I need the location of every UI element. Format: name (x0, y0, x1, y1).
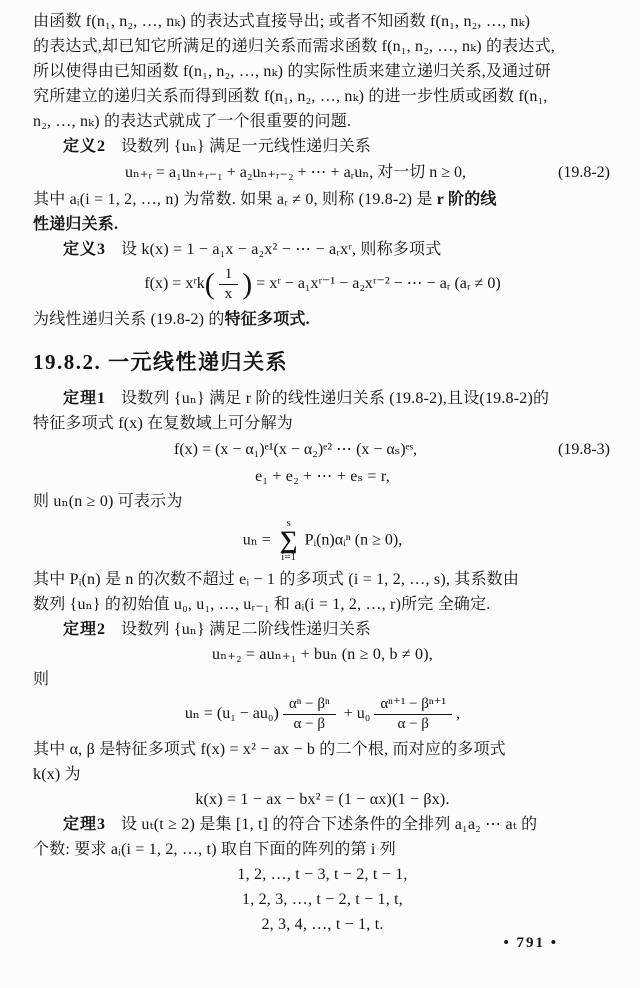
fraction-numerator: 1 (219, 266, 239, 285)
formula-19-8-2-row (33, 160, 612, 186)
text-line: 其中 α, β 是特征多项式 f(x) = x² − ax − b 的二个根, 而对应的多项式 (33, 740, 506, 758)
array-row-3: 2, 3, 4, …, t − 1, t. (261, 915, 384, 933)
theorem-2-label: 定理2 (63, 621, 107, 639)
text-line: 特征多项式 f(x) 在复数域上可分解为 (33, 414, 293, 432)
equation-number-19-8-2: (19.8-2) (558, 164, 610, 181)
text-run-bold: 性递归关系. (33, 216, 119, 233)
formula-part: uₙ = (u₁ − au₀) (184, 705, 279, 723)
formula-part: , (456, 705, 461, 723)
theorem-3-intro (33, 812, 612, 837)
text-line: 则 uₙ(n ≥ 0) 可表示为 (33, 492, 183, 510)
formula-part: Pᵢ(n)αᵢⁿ (n ≥ 0), (304, 531, 403, 549)
text-line: 的表达式,却已知它所满足的递归关系而需求函数 f(n₁, n₂, …, nₖ) 的表达式, (33, 38, 555, 55)
right-paren: ) (242, 267, 253, 301)
definition-2-intro (33, 134, 612, 159)
text-line: 其中 Pᵢ(n) 是 n 的次数不超过 eᵢ − 1 的多项式 (i = 1, 2, …, s), 其系数由 (33, 571, 520, 589)
closed-form-formula (33, 696, 612, 733)
theorem-1 (33, 386, 612, 618)
second-order-recurrence-formula: uₙ₊₂ = auₙ₊₁ + buₙ (n ≥ 0, b ≠ 0), (212, 646, 433, 664)
fraction-numerator: αⁿ − βⁿ (283, 696, 336, 715)
fraction-denominator: x (224, 285, 233, 302)
characteristic-polynomial-formula (33, 266, 612, 303)
definition-3 (33, 237, 612, 332)
text-line: 由函数 f(n₁, n₂, …, nₖ) 的表达式直接导出; 或者不知函数 f(n₁, n₂, …, nₖ) (33, 13, 531, 30)
k-of-x-formula: k(x) = 1 − ax − bx² = (1 − αx)(1 − βx). (195, 790, 450, 808)
text-run-bold: 特征多项式. (224, 310, 310, 328)
summation-formula-row (33, 518, 612, 564)
text-line: 究所建立的递归关系而得到函数 f(n₁, n₂, …, nₖ) 的进一步性质或函数 f(n₁, (33, 88, 548, 105)
text-line: 个数: 要求 aᵢ(i = 1, 2, …, t) 取自下面的阵列的第 i 列 (33, 840, 396, 858)
text-line: 所以使得由已知函数 f(n₁, n₂, …, nₖ) 的实际性质来建立递归关系,及通过研 (33, 63, 551, 80)
theorem-2 (33, 617, 612, 812)
text-line (33, 307, 612, 332)
text-line: k(x) 为 (33, 765, 81, 783)
text-run: 设 uₜ(t ≥ 2) 是集 [1, t] 的符合下述条件的全排列 a₁a₂ ⋯ aₜ 的 (121, 815, 538, 833)
theorem-3-label: 定理3 (63, 815, 107, 833)
exponent-sum-formula: e₁ + e₂ + ⋯ + eₛ = r, (255, 467, 390, 485)
sum-upper-limit: s (286, 516, 291, 529)
summation-formula (33, 518, 612, 564)
characteristic-polynomial-formula-row (33, 266, 612, 303)
text-line: 数列 {uₙ} 的初始值 u₀, u₁, …, uᵣ₋₁ 和 aᵢ(i = 1, 2, …, r)所完 全确定. (33, 596, 491, 614)
text-run: 其中 aᵢ(i = 1, 2, …, n) 为常数. 如果 aᵣ ≠ 0, 则称 (19.8-2) 是 (33, 191, 437, 208)
theorem-2-intro (33, 617, 612, 642)
fraction-one-over-x (219, 266, 239, 303)
text-line (33, 187, 612, 212)
equation-number-19-8-3: (19.8-3) (558, 440, 610, 458)
definition-3-label: 定义3 (63, 241, 107, 258)
definition-3-intro (33, 237, 612, 262)
sum-lower-limit: i=1 (281, 551, 297, 564)
theorem-3 (33, 812, 612, 937)
sigma-summation (280, 518, 298, 564)
text-run: 设数列 {uₙ} 满足 r 阶的线性递归关系 (19.8-2),且设(19.8-2)的 (121, 389, 550, 407)
text-run: 为线性递归关系 (19.8-2) 的 (33, 310, 225, 328)
formula-part: f(x) = xʳk (144, 274, 205, 292)
text-line: 则 (33, 671, 50, 689)
closed-form-formula-row (33, 696, 612, 733)
section-heading: 19.8.2. 一元线性递归关系 (33, 349, 288, 374)
sigma-icon: ∑ (279, 526, 298, 554)
array-row-2: 1, 2, 3, …, t − 2, t − 1, t, (242, 890, 403, 908)
formula-part: = xʳ − a₁xʳ⁻¹ − a₂xʳ⁻² − ⋯ − aᵣ (aᵣ ≠ 0) (256, 274, 501, 292)
intro-paragraph (33, 9, 612, 134)
page-number: • 791 • (503, 935, 558, 951)
fraction-numerator: αⁿ⁺¹ − βⁿ⁺¹ (374, 696, 452, 715)
formula-part: uₙ = (242, 531, 271, 549)
theorem-1-label: 定理1 (63, 389, 107, 407)
text-line (33, 212, 612, 237)
formula-19-8-3: f(x) = (x − α₁)ᵉ¹(x − α₂)ᵉ² ⋯ (x − αₛ)ᵉˢ, (173, 440, 418, 458)
formula-19-8-2: uₙ₊ᵣ = a₁uₙ₊ᵣ₋₁ + a₂uₙ₊ᵣ₋₂ + ⋯ + aᵣuₙ, 对一切 n ≥ 0, (124, 164, 467, 181)
text-run: 设数列 {uₙ} 满足二阶线性递归关系 (121, 621, 372, 639)
fraction-alpha-beta-n-plus-1 (374, 696, 452, 733)
theorem-1-intro (33, 386, 612, 411)
text-line: n₂, …, nₖ) 的表达式就成了一个很重要的问题. (33, 113, 352, 130)
text-run: 设 k(x) = 1 − a₁x − a₂x² − ⋯ − aᵣxʳ, 则称多项式 (121, 241, 442, 258)
fraction-denominator: α − β (293, 716, 325, 733)
formula-19-8-3-row (33, 437, 612, 463)
array-row-1: 1, 2, …, t − 3, t − 2, t − 1, (237, 865, 408, 883)
definition-2 (33, 134, 612, 237)
text-run-bold: r 阶的线 (436, 191, 497, 208)
text-run: 设数列 {uₙ} 满足一元线性递归关系 (121, 138, 372, 155)
definition-2-label: 定义2 (63, 138, 107, 155)
fraction-denominator: α − β (397, 716, 429, 733)
formula-part: + u₀ (343, 705, 371, 723)
fraction-alpha-beta-n (283, 696, 336, 733)
left-paren: ( (204, 267, 215, 301)
